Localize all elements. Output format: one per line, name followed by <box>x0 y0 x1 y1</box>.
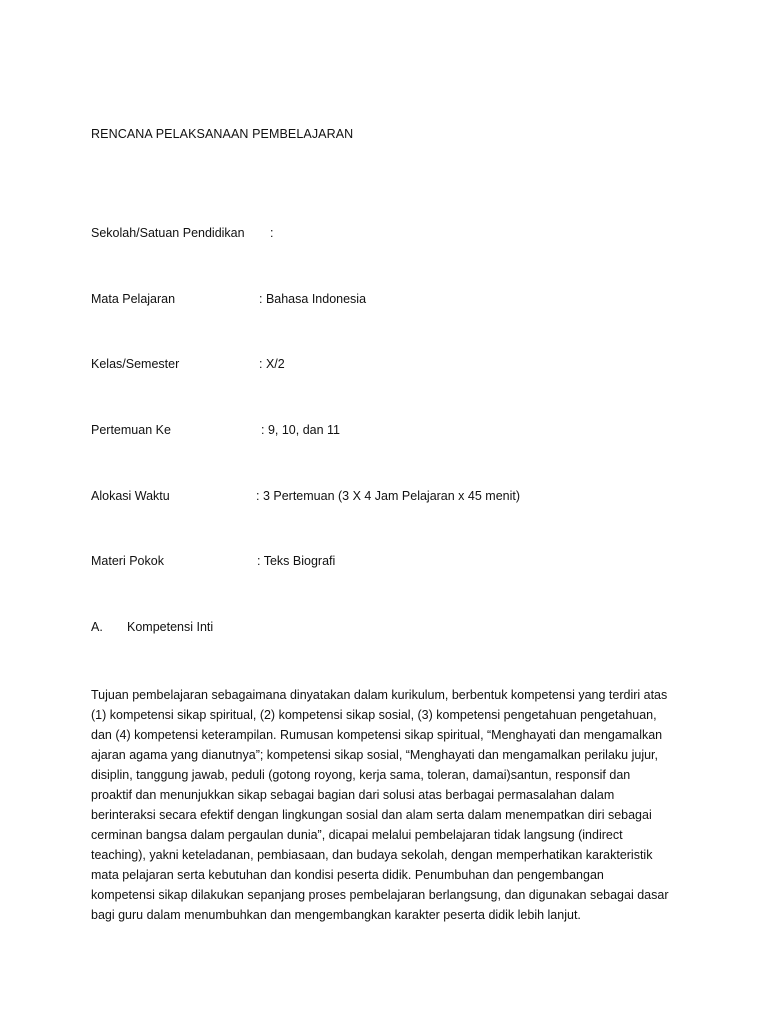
paragraph-line: ajaran agama yang dianutnya”; kompetensi sikap sosial, “Menghayati dan mengamalkan perilaku jujur, <box>91 748 658 762</box>
paragraph-line: dan (4) kompetensi keterampilan. Rumusan kompetensi sikap spiritual, “Menghayati dan mengamalkan <box>91 728 663 742</box>
field-row-pertemuan <box>91 423 691 441</box>
field-label: Alokasi Waktu <box>91 489 170 503</box>
field-label: Kelas/Semester <box>91 357 180 371</box>
field-value: : <box>270 226 274 240</box>
field-value: : 3 Pertemuan (3 X 4 Jam Pelajaran x 45 menit) <box>256 489 521 503</box>
paragraph-line: (1) kompetensi sikap spiritual, (2) kompetensi sikap sosial, (3) kompetensi pengetahuan pengetahuan, <box>91 708 657 722</box>
field-row-sekolah <box>91 226 691 244</box>
section-letter: A. <box>91 620 103 634</box>
paragraph-line: mata pelajaran serta kebutuhan dan kondisi peserta didik. Penumbuhan dan pengembangan <box>91 868 604 882</box>
field-value: : Bahasa Indonesia <box>259 292 367 306</box>
paragraph-line: proaktif dan menunjukkan sikap sebagai bagian dari solusi atas berbagai permasalahan dalam <box>91 788 615 802</box>
document-title: RENCANA PELAKSANAAN PEMBELAJARAN <box>91 127 354 141</box>
field-label: Sekolah/Satuan Pendidikan <box>91 226 245 240</box>
field-label: Materi Pokok <box>91 554 164 568</box>
field-value: : Teks Biografi <box>257 554 336 568</box>
field-row-alokasi-waktu <box>91 489 691 507</box>
field-row-kelas-semester <box>91 357 691 375</box>
paragraph-line: bagi guru dalam menumbuhkan dan mengembangkan karakter peserta didik lebih lanjut. <box>91 908 581 922</box>
paragraph-line: berinteraksi secara efektif dengan lingkungan sosial dan alam serta dalam menempatkan diri sebagai <box>91 808 652 822</box>
paragraph-line: Tujuan pembelajaran sebagaimana dinyatakan dalam kurikulum, berbentuk kompetensi yang terdiri atas <box>91 688 668 702</box>
field-row-materi-pokok <box>91 554 691 572</box>
paragraph-line: kompetensi sikap dilakukan sepanjang proses pembelajaran berlangsung, dan digunakan sebagai dasar <box>91 888 669 902</box>
section-title: Kompetensi Inti <box>127 620 214 634</box>
field-label: Mata Pelajaran <box>91 292 176 306</box>
body-paragraph <box>91 685 681 925</box>
field-value: : 9, 10, dan 11 <box>261 423 340 437</box>
field-row-mata-pelajaran <box>91 292 691 310</box>
paragraph-line: disiplin, tanggung jawab, peduli (gotong royong, kerja sama, toleran, damai)santun, responsif dan <box>91 768 631 782</box>
field-value: : X/2 <box>259 357 285 371</box>
paragraph-line: cerminan bangsa dalam pergaulan dunia”, dicapai melalui pembelajaran tidak langsung (indirect <box>91 828 623 842</box>
paragraph-line: teaching), yakni keteladanan, pembiasaan, dan budaya sekolah, dengan memperhatikan karakteristik <box>91 848 653 862</box>
field-label: Pertemuan Ke <box>91 423 171 437</box>
